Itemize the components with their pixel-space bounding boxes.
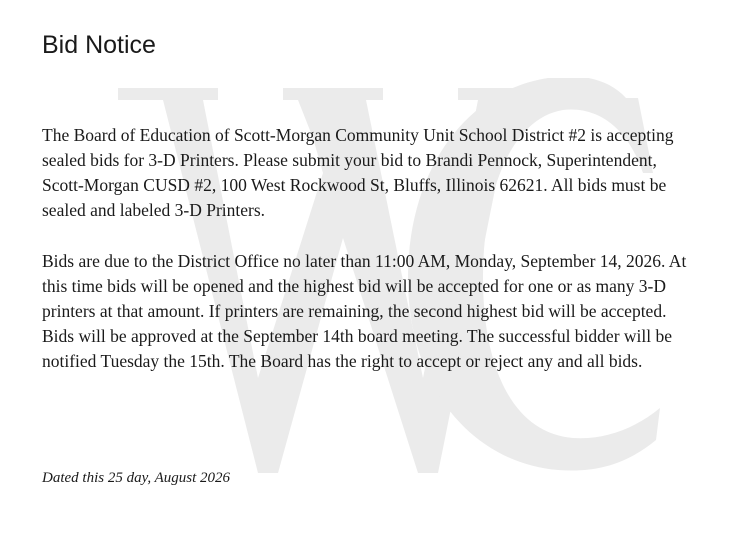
dated-line: Dated this 25 day, August 2026 — [42, 470, 231, 486]
notice-paragraph-deadline: Bids are due to the District Office no later than 11:00 AM, Monday, September 14, 2026. At this time bids will be opened and the highest bid will be accepted for one or as many 3-D printers at that amount. If printers are remaining, the second highest bid will be accepted. Bids will be approved at the September 14th board meeting. The successful bidder will be notified Tuesday the 15th. The Board has the right to accept or reject any and all bids. — [42, 251, 687, 371]
notice-paragraph-submission: The Board of Education of Scott-Morgan Community Unit School District #2 is accepting sealed bids for 3-D Printers. Please submit your bid to Brandi Pennock, Superintendent, Scott-Morgan CUSD #2, 100 West Rockwood St, Bluffs, Illinois 62621. All bids must be sealed and labeled 3-D Printers. — [42, 125, 674, 220]
page-title: Bid Notice — [42, 31, 156, 59]
